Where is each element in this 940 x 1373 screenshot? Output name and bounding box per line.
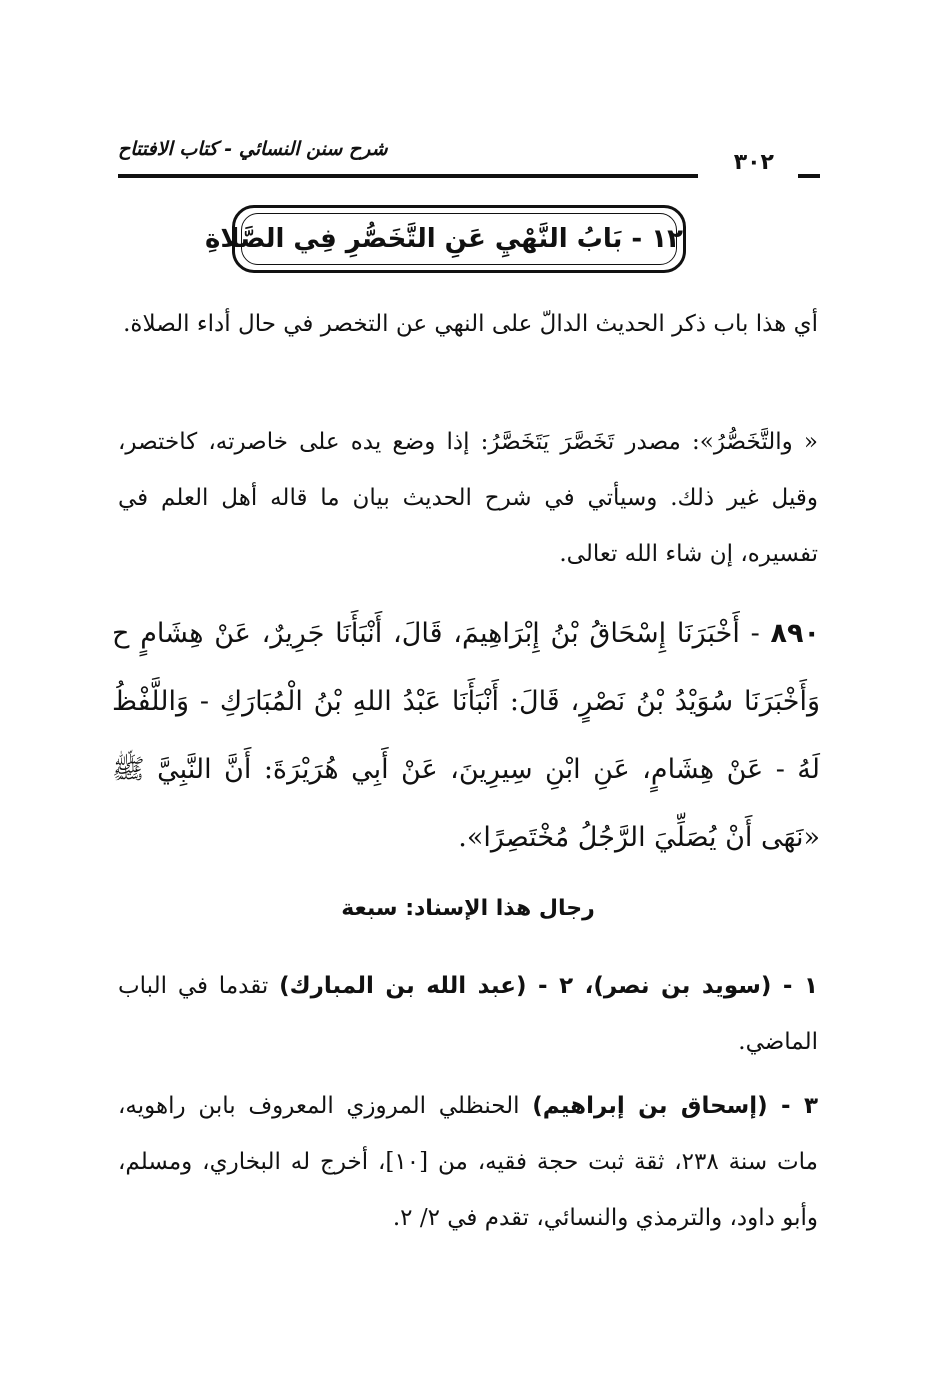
chapter-title: ١٢ - بَابُ النَّهْيِ عَنِ التَّخَصُّرِ فِي الصَّلاةِ bbox=[204, 224, 683, 254]
intro-paragraph-2: « والتَّخَصُّرُ»: مصدر تَخَصَّرَ يَتَخَصَّرُ: إذا وضع يده على خاصرته، كاختصر، وقيل غير ذلك. وسيأتي في شرح الحديث بيان ما قاله أهل العلم في تفسيره، إن شاء الله تعالى. bbox=[118, 429, 818, 567]
narrator-paragraph-1 bbox=[118, 958, 818, 1070]
chapter-title-frame bbox=[204, 205, 686, 273]
narrator-note-3: الحنظلي المروزي المعروف بابن راهويه، مات سنة ٢٣٨، ثقة ثبت حجة فقيه، من [١٠]، أخرج له البخاري، ومسلم، وأبو داود، والترمذي والنسائي، تقدم في ٢/ ٢. bbox=[118, 1093, 818, 1231]
narrator-names-1-2: ١ - (سويد بن نصر)، ٢ - (عبد الله بن المبارك) bbox=[279, 973, 819, 999]
header-rule bbox=[118, 174, 698, 178]
header-rule-short bbox=[798, 174, 820, 178]
hadith-text: - أَخْبَرَنَا إِسْحَاقُ بْنُ إِبْرَاهِيمَ، قَالَ، أَنْبَأَنَا جَرِيرٌ، عَنْ هِشَامٍ ح وَأَخْبَرَنَا سُوَيْدُ بْنُ نَصْرٍ، قَالَ: أَنْبَأَنَا عَبْدُ اللهِ بْنُ الْمُبَارَكِ - وَاللَّفْظُ لَهُ - عَنْ هِشَامٍ، عَنِ ابْنِ سِيرِينَ، عَنْ أَبِي هُرَيْرَةَ: أَنَّ النَّبِيَّ ﷺ «نَهَى أَنْ يُصَلِّيَ الرَّجُلُ مُخْتَصِرًا». bbox=[112, 618, 820, 853]
narrator-note-1-2: تقدما في الباب الماضي. bbox=[118, 973, 818, 1055]
running-header bbox=[118, 138, 820, 188]
header-title: شرح سنن النسائي - كتاب الافتتاح bbox=[118, 138, 388, 160]
narrator-paragraph-3 bbox=[118, 1078, 818, 1246]
intro-paragraph-1: أي هذا باب ذكر الحديث الدالّ على النهي عن التخصر في حال أداء الصلاة. bbox=[123, 311, 818, 337]
page-number: ٣٠٢ bbox=[733, 150, 774, 175]
narrators-heading: رجال هذا الإسناد: سبعة bbox=[341, 896, 595, 921]
narrator-name-3: ٣ - (إسحاق بن إبراهيم) bbox=[532, 1093, 819, 1119]
hadith-paragraph bbox=[112, 600, 820, 872]
hadith-number: ٨٩٠ bbox=[770, 618, 820, 649]
